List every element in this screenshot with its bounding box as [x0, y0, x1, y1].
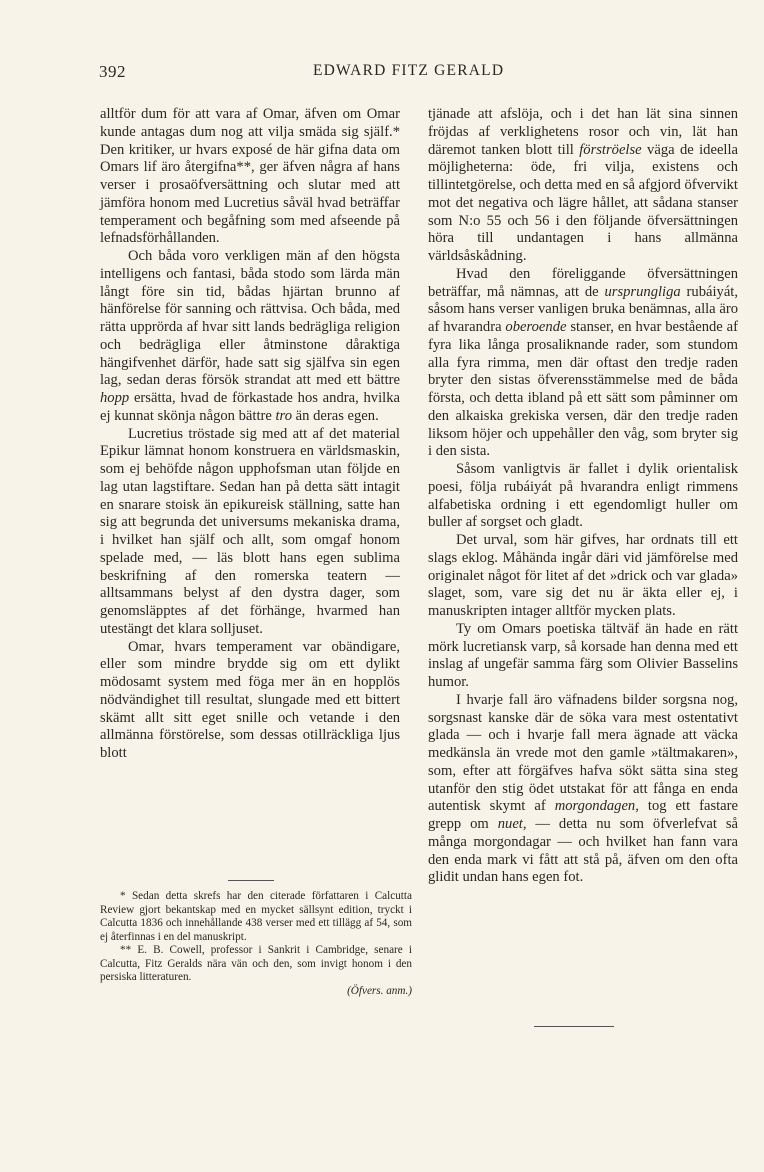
paragraph: alltför dum för att vara af Omar, äfven om Omar kunde antagas dum nog att vilja smäda sig själf.* Den kritiker, ur hvars exposé de här gifna data om Omars lif äro återgifna**, ger äfven några af hans verser i prosaöfversättning och slutar med att jämföra honom med Lucretius såväl hvad beträffar temperament och begåfning som med afseende på lefnadsförhållanden. [100, 106, 400, 247]
paragraph: tjänade att afslöja, och i det han lät sina sinnen fröjdas af verklighetens rosor och vin, lät han däremot tanken blott till förströelse väga de ideella möjligheterna: öde, fri vilja, existens och tillintetgörelse, och detta med en så afgjord öfvervikt mot det negativa och lägre hållet, att sådana stanser som N:o 55 och 56 i den följande öfversättningen höra till undantagen i hans allmänna världsåskådning. [428, 106, 739, 264]
end-rule [534, 1026, 614, 1027]
paragraph: Ty om Omars poetiska tältväf än hade en rätt mörk lucretiansk varp, så korsade han denna med ett inslag af ungefär samma färg som Olivier Basselins humor. [428, 620, 738, 690]
left-column [100, 106, 400, 763]
paragraph: Och båda voro verkligen män af den högsta intelligens och fantasi, båda stodo som lärda män långt före sin tid, bådas hjärtan brunno af hänförelse för sanning och rättvisa. Och båda, med rätta upprörda af hvar sitt lands bedrägliga religion och bedrägliga eller åtminstone dåraktiga hängifvenhet därför, hade satt sig själfva sin egen lag, sedan deras försök strandat att med ett bättre hopp ersätta, hvad de förkastade hos andra, hvilka ej kunnat skönja någon bättre tro än deras egen. [100, 248, 400, 424]
page-header [99, 62, 679, 88]
paragraph: Hvad den föreliggande öfversättningen beträffar, må nämnas, att de ursprungliga rubáiyát, såsom hans verser vanligen bruka benämnas, alla äro af hvarandra oberoende stanser, en hvar bestående af fyra lika långa prosaliknande rader, som stundom alla fyra rimma, men där oftast den tredje raden bryter den sistas öfverensstämmelse med de båda första, och detta ibland på ett sätt som påminner om den alkaiska grekiska versen, där den tredje raden liksom höjer och uppehåller den våg, som bryter sig i den sista. [428, 265, 738, 460]
paragraph: Lucretius tröstade sig med att af det material Epikur lämnat honom konstruera en världsmaskin, som ej behöfde någon upphofsman utan följde en lag utan lagstiftare. Sedan han på detta sätt intagit en snarare stoisk än epikureisk ställning, satte han sig att begrunda det universums mekaniska drama, i hvilket han själf och allt, som omgaf honom spelade med, — läs blott hans egen sublima beskrifning af den romerska teatern — alltsammans belyst af den dystra dager, som genomsläpptes af det förhänge, hvarmed han utestängt det klara solljuset. [100, 425, 400, 637]
footnote: ** E. B. Cowell, professor i Sankrit i Cambridge, senare i Calcutta, Fitz Geralds nära vän och den, som invigt honom i den persiska litteraturen. [100, 944, 412, 983]
paragraph: Det urval, som här gifves, har ordnats till ett slags eklog. Måhända ingår däri vid jämförelse med originalet något för litet af det »drick och var glada» slaget, som, vare sig det nu är äkta eller ej, i manuskripten intager alltför mycken plats. [428, 532, 738, 619]
emphasis: tro [275, 407, 292, 424]
emphasis: oberoende [505, 319, 567, 335]
running-head: EDWARD FITZ GERALD [313, 62, 505, 79]
footnotes [100, 890, 412, 998]
translator-note-signature: (Öfvers. anm.) [347, 984, 412, 997]
paragraph: Omar, hvars temperament var obändigare, eller som mindre brydde sig om ett dylikt mödosamt system med föga mer än en hopplös nödvändighet till resultat, slungade med ett bittert skämt allt sitt eget snille och vetande i den allmänna förstörelse, som dessas otillräckliga ljus blott [100, 638, 400, 761]
footnote: * Sedan detta skrefs har den citerade författaren i Calcutta Review gjort bekantskap med en mycket sällsynt edition, tryckt i Calcutta 1836 och innehållande 438 verser med ett tillägg af 54, som ej återfinnas i en del manuskript. [100, 890, 412, 943]
right-column [428, 106, 738, 887]
emphasis: förströelse [579, 141, 642, 158]
emphasis: hopp [100, 390, 130, 406]
footnote-divider [228, 880, 274, 881]
page-number: 392 [99, 62, 126, 81]
emphasis: morgondagen, [554, 798, 639, 815]
paragraph: I hvarje fall äro väfnadens bilder sorgsna nog, sorgsnast kanske där de söka vara mest ostentativt glada — och i hvarje fall mera ägnade att väcka medkänsla än vrede mot den gamle »tältmakaren», som, efter att förgäfves hafva sökt sätta sina steg utanför den stig ödet utstakat för att fånga en enda autentisk skymt af morgondagen, tog ett fastare grepp om nuet, — detta nu som öfverlefvat så många morgondagar — och hvilket han fann vara den enda mark vi fått att stå på, äfven om den ofta glidit undan hans egen fot. [428, 691, 739, 886]
emphasis: ursprungliga [604, 283, 681, 300]
emphasis: nuet, [497, 816, 527, 832]
paragraph: Såsom vanligtvis är fallet i dylik orientalisk poesi, följa rubáiyát på hvarandra enligt rimmens alfabetiska ordning i ett egendomligt huller om buller af sorgset och gladt. [428, 461, 738, 531]
